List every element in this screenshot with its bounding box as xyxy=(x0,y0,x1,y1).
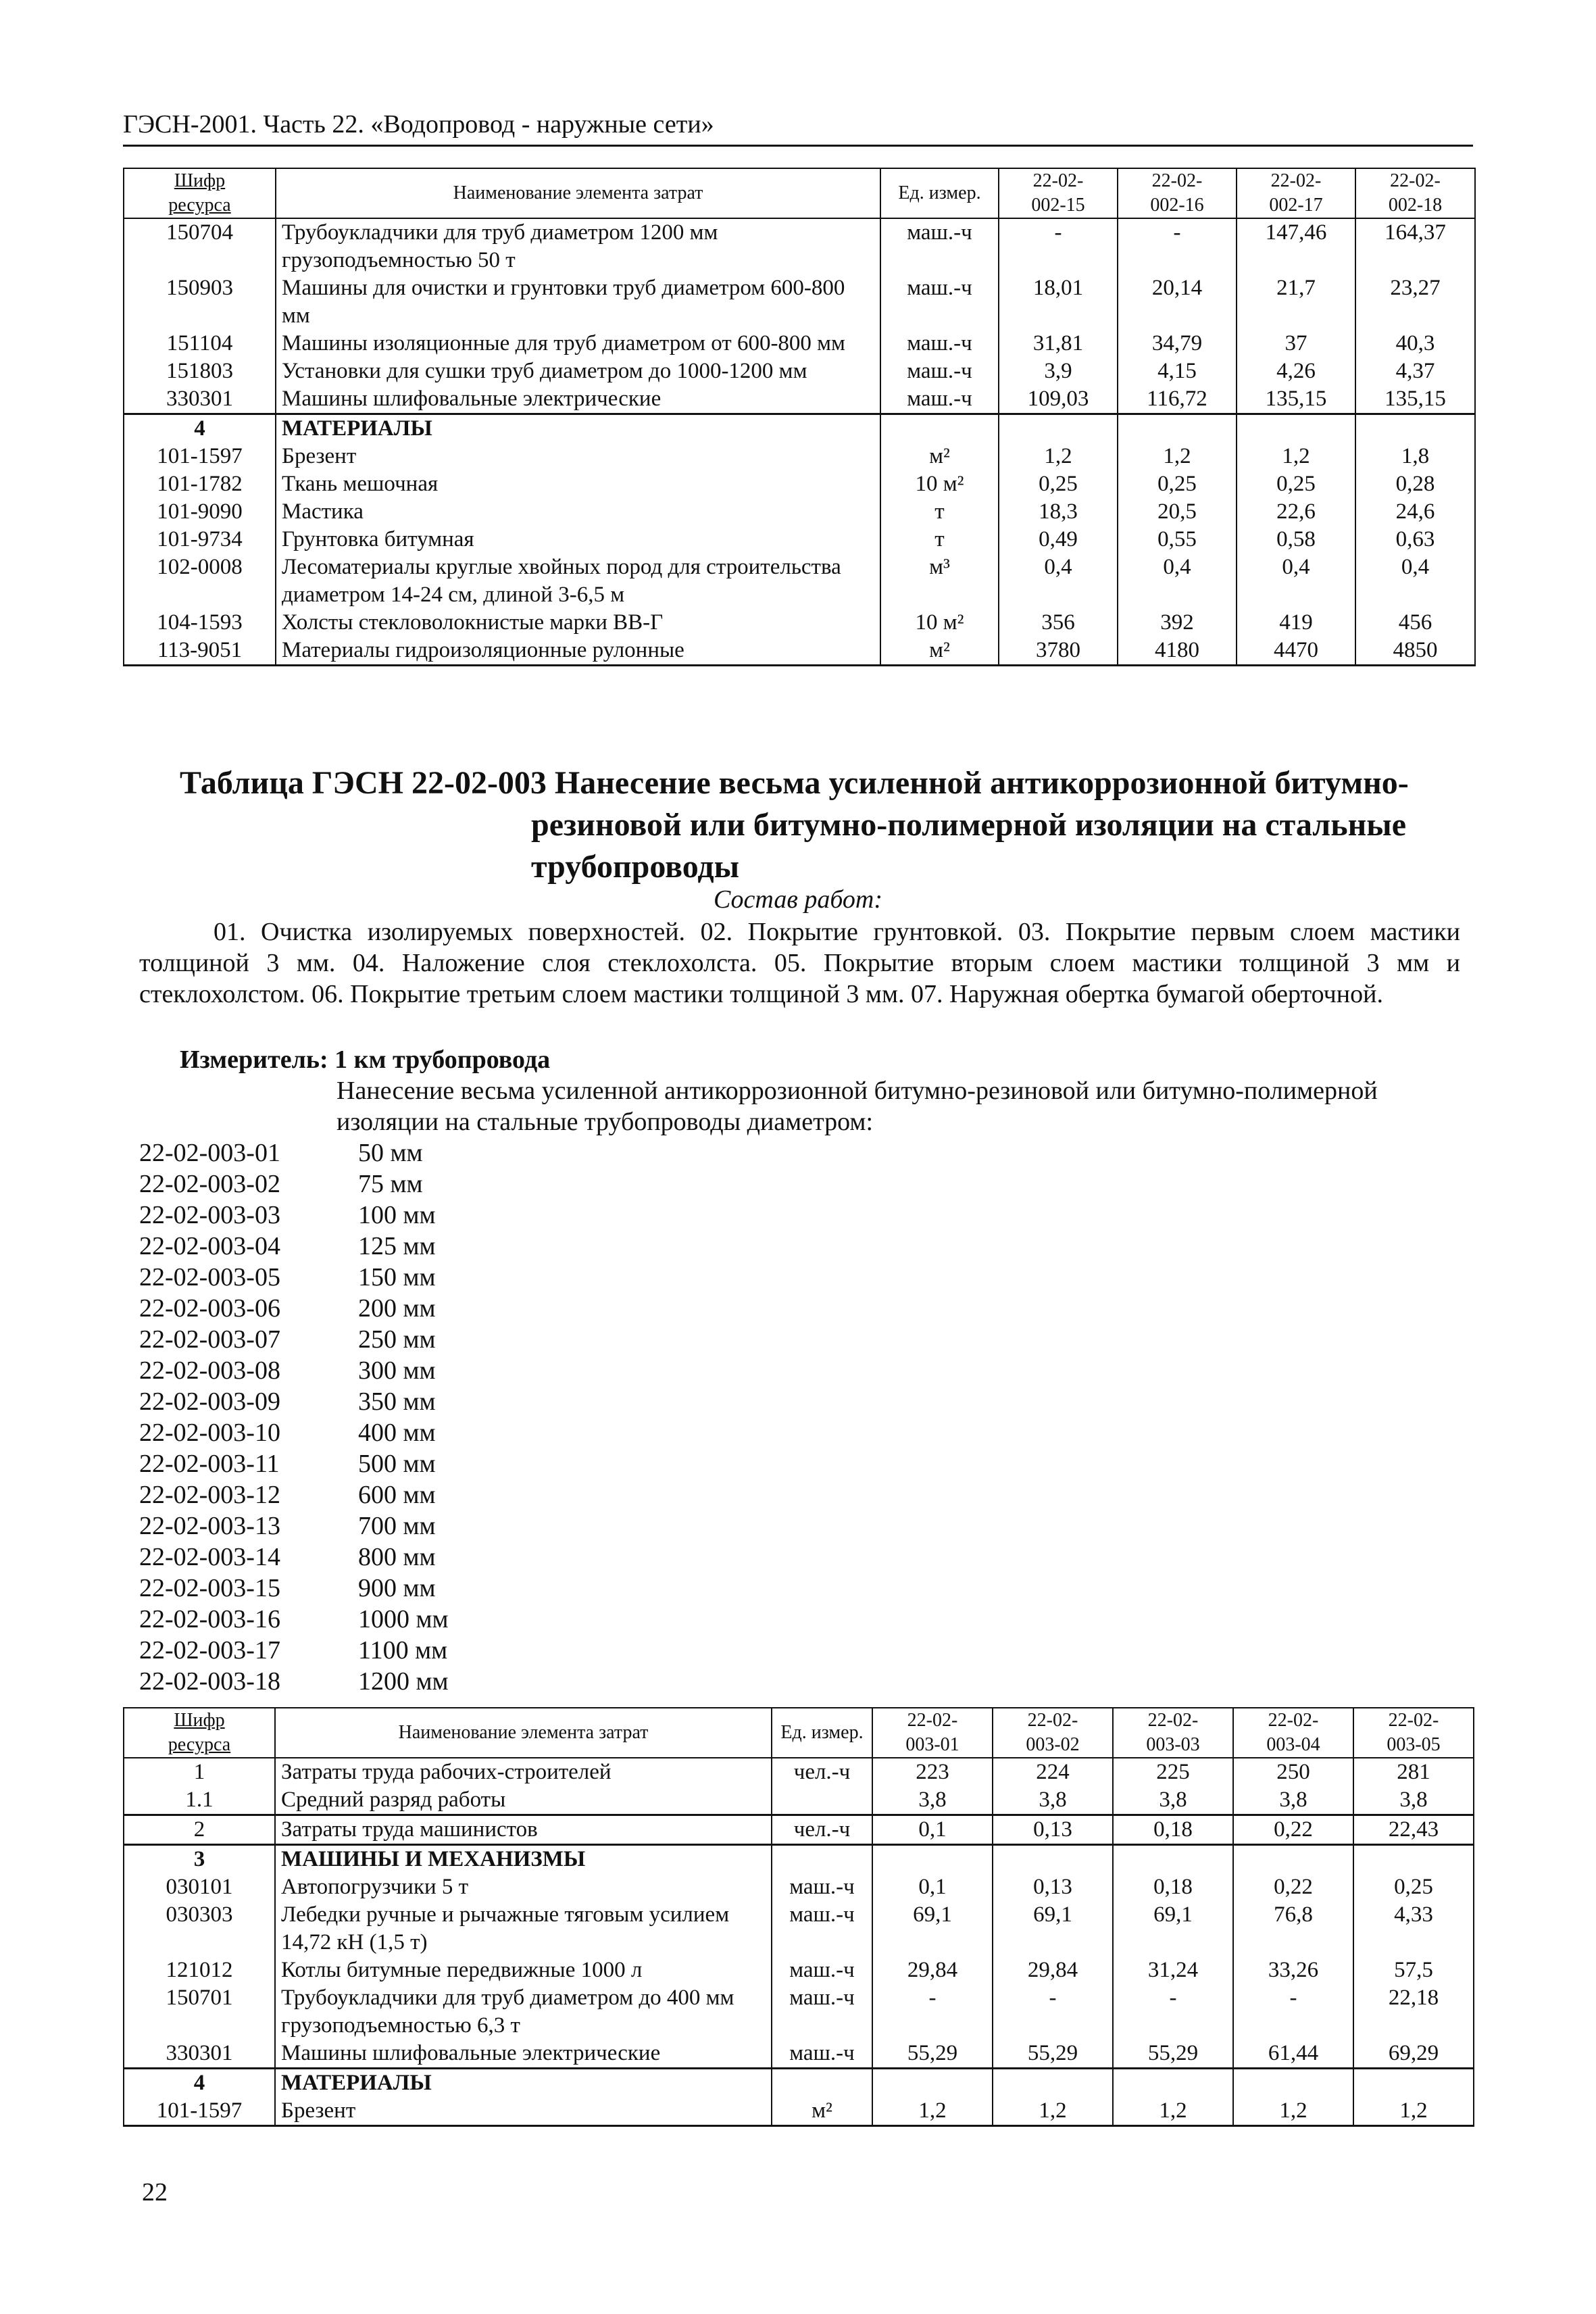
table-row xyxy=(124,385,1475,414)
table-row xyxy=(124,2097,1474,2126)
cell-value: 1,2 xyxy=(1237,443,1355,470)
table-row xyxy=(124,637,1475,666)
cell-value: 109,03 xyxy=(999,385,1118,414)
table-row xyxy=(124,498,1475,526)
cell-name: Машины для очистки и грунтовки труб диаметром 600-800 мм xyxy=(276,274,880,330)
cell-value: 0,18 xyxy=(1113,1873,1233,1901)
variant-code: 22-02-003-18 xyxy=(139,1667,280,1696)
cell-value xyxy=(1353,2069,1474,2098)
list-item xyxy=(139,1417,449,1448)
cell-value: - xyxy=(872,1984,993,2040)
cell-value: 0,4 xyxy=(1355,553,1475,609)
variant-code: 22-02-003-17 xyxy=(139,1636,280,1665)
cell-value: 29,84 xyxy=(993,1956,1113,1984)
cell-value: 164,37 xyxy=(1355,218,1475,274)
cell-unit: чел.-ч xyxy=(772,1758,872,1786)
cell-value xyxy=(999,414,1118,443)
column-header-unit: Ед. измер. xyxy=(772,1708,872,1758)
cell-value: - xyxy=(993,1984,1113,2040)
variant-code: 22-02-003-12 xyxy=(139,1481,280,1509)
cell-value xyxy=(993,1845,1113,1874)
cell-name: МАТЕРИАЛЫ xyxy=(275,2069,772,2098)
cell-unit: маш.-ч xyxy=(880,385,999,414)
cell-value: 250 xyxy=(1233,1758,1353,1786)
variant-code: 22-02-003-07 xyxy=(139,1325,280,1354)
cell-code: 3 xyxy=(124,1845,275,1874)
cell-value: 3,8 xyxy=(1353,1786,1474,1815)
cell-value: - xyxy=(999,218,1118,274)
table-row xyxy=(124,2040,1474,2069)
cell-value: 281 xyxy=(1353,1758,1474,1786)
table-row xyxy=(124,330,1475,358)
cell-name: Лебедки ручные и рычажные тяговым усилием 14,72 кН (1,5 т) xyxy=(275,1901,772,1956)
cell-code: 4 xyxy=(124,414,276,443)
column-header-name: Наименование элемента затрат xyxy=(276,168,880,218)
table-header-row xyxy=(124,1708,1474,1758)
list-item xyxy=(139,1231,449,1262)
cell-value: 24,6 xyxy=(1355,498,1475,526)
cell-value: 1,2 xyxy=(872,2097,993,2126)
cell-value: 3,8 xyxy=(1113,1786,1233,1815)
cell-value: 0,13 xyxy=(993,1815,1113,1845)
cell-value: 4,33 xyxy=(1353,1901,1474,1956)
variant-diameter: 1100 мм xyxy=(358,1636,448,1665)
cell-value: 33,26 xyxy=(1233,1956,1353,1984)
list-item xyxy=(139,1386,449,1417)
cell-value: 4180 xyxy=(1118,637,1237,666)
cell-code: 150903 xyxy=(124,274,276,330)
cell-value xyxy=(1355,414,1475,443)
variant-diameter: 350 мм xyxy=(358,1387,436,1416)
list-item xyxy=(139,1479,449,1510)
table-row xyxy=(124,553,1475,609)
cell-unit: 10 м² xyxy=(880,609,999,637)
cell-value: 1,2 xyxy=(999,443,1118,470)
column-header-unit: Ед. измер. xyxy=(880,168,999,218)
cell-unit: маш.-ч xyxy=(880,358,999,385)
cell-name: Автопогрузчики 5 т xyxy=(275,1873,772,1901)
cell-code: 151104 xyxy=(124,330,276,358)
cell-value: 0,28 xyxy=(1355,470,1475,498)
table-row xyxy=(124,470,1475,498)
cell-value: - xyxy=(1233,1984,1353,2040)
meter-label: Измеритель: 1 км трубопровода xyxy=(180,1045,551,1074)
variant-code: 22-02-003-08 xyxy=(139,1356,280,1385)
cell-value: 37 xyxy=(1237,330,1355,358)
cell-value: 55,29 xyxy=(993,2040,1113,2069)
cell-name: Машины шлифовальные электрические xyxy=(275,2040,772,2069)
cell-value xyxy=(1113,2069,1233,2098)
variant-diameter: 800 мм xyxy=(358,1543,436,1571)
cell-name: Котлы битумные передвижные 1000 л xyxy=(275,1956,772,1984)
column-header-norm: 22-02- 002-15 xyxy=(999,168,1118,218)
cell-value: 29,84 xyxy=(872,1956,993,1984)
table-row xyxy=(124,1984,1474,2040)
cell-value: 392 xyxy=(1118,609,1237,637)
table-row xyxy=(124,2069,1474,2098)
variant-code: 22-02-003-16 xyxy=(139,1605,280,1633)
variant-diameter: 1000 мм xyxy=(358,1605,449,1633)
cell-code: 030303 xyxy=(124,1901,275,1956)
cell-value: 4,15 xyxy=(1118,358,1237,385)
cell-unit: м² xyxy=(880,443,999,470)
cell-value: 1,2 xyxy=(993,2097,1113,2126)
cell-value: 18,3 xyxy=(999,498,1118,526)
cell-value: 4470 xyxy=(1237,637,1355,666)
cell-unit: маш.-ч xyxy=(772,1984,872,2040)
cell-name: Машины изоляционные для труб диаметром от 600-800 мм xyxy=(276,330,880,358)
list-item xyxy=(139,1573,449,1604)
cell-code: 330301 xyxy=(124,385,276,414)
list-item xyxy=(139,1168,449,1200)
list-item xyxy=(139,1542,449,1573)
cell-value: 31,24 xyxy=(1113,1956,1233,1984)
cell-value xyxy=(993,2069,1113,2098)
cell-code: 150701 xyxy=(124,1984,275,2040)
cell-value: 0,4 xyxy=(1237,553,1355,609)
cell-value: 76,8 xyxy=(1233,1901,1353,1956)
cell-name: Брезент xyxy=(276,443,880,470)
variant-code: 22-02-003-15 xyxy=(139,1574,280,1602)
cell-value: 69,1 xyxy=(993,1901,1113,1956)
cell-name: Грунтовка битумная xyxy=(276,526,880,553)
cell-unit: т xyxy=(880,498,999,526)
cell-value: 0,49 xyxy=(999,526,1118,553)
cell-value: 1,2 xyxy=(1118,443,1237,470)
column-header-norm: 22-02- 003-03 xyxy=(1113,1708,1233,1758)
cell-value: 135,15 xyxy=(1237,385,1355,414)
cell-name: Затраты труда машинистов xyxy=(275,1815,772,1845)
cell-value: 0,25 xyxy=(1118,470,1237,498)
cell-value: 224 xyxy=(993,1758,1113,1786)
variant-diameter: 125 мм xyxy=(358,1232,436,1260)
cell-value: 20,14 xyxy=(1118,274,1237,330)
cell-code: 1.1 xyxy=(124,1786,275,1815)
cell-value: 3,8 xyxy=(872,1786,993,1815)
cell-value xyxy=(1353,1845,1474,1874)
variant-diameter: 150 мм xyxy=(358,1263,436,1291)
variant-code: 22-02-003-03 xyxy=(139,1201,280,1229)
cell-value: 225 xyxy=(1113,1758,1233,1786)
cell-value: 0,1 xyxy=(872,1873,993,1901)
list-item xyxy=(139,1324,449,1355)
cell-value xyxy=(1118,414,1237,443)
table-row xyxy=(124,1873,1474,1901)
cell-name: Ткань мешочная xyxy=(276,470,880,498)
table-row xyxy=(124,414,1475,443)
cell-value: 4,26 xyxy=(1237,358,1355,385)
table-row xyxy=(124,274,1475,330)
cell-value: 0,18 xyxy=(1113,1815,1233,1845)
variant-code: 22-02-003-06 xyxy=(139,1294,280,1323)
cell-name: Лесоматериалы круглые хвойных пород для строительства диаметром 14-24 см, длиной 3-6,5 м xyxy=(276,553,880,609)
section-title-line: Таблица ГЭСН 22-02-003 Нанесение весьма усиленной антикоррозионной битумно- xyxy=(180,765,1409,801)
cell-unit: м³ xyxy=(880,553,999,609)
table-row xyxy=(124,1901,1474,1956)
work-description: 01. Очистка изолируемых поверхностей. 02. Покрытие грунтовкой. 03. Покрытие первым слоем мастики толщиной 3 мм. 04. Наложение слоя стеклохолста. 05. Покрытие вторым слоем мастики толщиной 3 мм и стеклохолстом. 06. Покрытие третьим слоем мастики толщиной 3 мм. 07. Наружная обертка бумагой оберточной. xyxy=(139,918,1460,1008)
cell-value: 1,8 xyxy=(1355,443,1475,470)
table-row xyxy=(124,526,1475,553)
cell-unit: маш.-ч xyxy=(880,330,999,358)
cell-value: 18,01 xyxy=(999,274,1118,330)
cell-value: 0,58 xyxy=(1237,526,1355,553)
section-title xyxy=(180,762,1464,888)
cell-code: 030101 xyxy=(124,1873,275,1901)
list-item xyxy=(139,1137,449,1168)
column-header-norm: 22-02- 002-18 xyxy=(1355,168,1475,218)
cell-value: 69,29 xyxy=(1353,2040,1474,2069)
cell-code: 4 xyxy=(124,2069,275,2098)
section-title-line: трубопроводы xyxy=(531,849,740,885)
variant-code: 22-02-003-01 xyxy=(139,1139,280,1167)
cell-value: 0,25 xyxy=(999,470,1118,498)
cell-code: 101-1782 xyxy=(124,470,276,498)
variant-diameter: 250 мм xyxy=(358,1325,436,1354)
cell-code: 113-9051 xyxy=(124,637,276,666)
cell-code: 151803 xyxy=(124,358,276,385)
cell-value: - xyxy=(1118,218,1237,274)
cell-value: 0,55 xyxy=(1118,526,1237,553)
variant-code: 22-02-003-09 xyxy=(139,1387,280,1416)
cell-name: Трубоукладчики для труб диаметром 1200 мм грузоподъемностью 50 т xyxy=(276,218,880,274)
list-item xyxy=(139,1355,449,1386)
cell-value: 419 xyxy=(1237,609,1355,637)
cell-code: 330301 xyxy=(124,2040,275,2069)
cell-value: 55,29 xyxy=(1113,2040,1233,2069)
cell-value: 116,72 xyxy=(1118,385,1237,414)
cell-value: 31,81 xyxy=(999,330,1118,358)
table-body xyxy=(124,218,1475,666)
list-item xyxy=(139,1666,449,1697)
variant-code: 22-02-003-04 xyxy=(139,1232,280,1260)
cell-name: Материалы гидроизоляционные рулонные xyxy=(276,637,880,666)
cell-value: 456 xyxy=(1355,609,1475,637)
cell-name: Установки для сушки труб диаметром до 1000-1200 мм xyxy=(276,358,880,385)
cell-value: 0,22 xyxy=(1233,1873,1353,1901)
list-item xyxy=(139,1635,449,1666)
composition-heading: Состав работ: xyxy=(713,885,883,914)
cell-value: 0,1 xyxy=(872,1815,993,1845)
table-row xyxy=(124,1956,1474,1984)
cell-code: 104-1593 xyxy=(124,609,276,637)
cell-value: 1,2 xyxy=(1353,2097,1474,2126)
list-item xyxy=(139,1448,449,1479)
cell-name: Средний разряд работы xyxy=(275,1786,772,1815)
cell-value: 0,13 xyxy=(993,1873,1113,1901)
cell-value: - xyxy=(1113,1984,1233,2040)
table-row xyxy=(124,1758,1474,1786)
cell-name: Трубоукладчики для труб диаметром до 400 мм грузоподъемностью 6,3 т xyxy=(275,1984,772,2040)
cell-code: 101-9734 xyxy=(124,526,276,553)
variant-code: 22-02-003-02 xyxy=(139,1170,280,1198)
list-item xyxy=(139,1604,449,1635)
cell-code: 150704 xyxy=(124,218,276,274)
list-item xyxy=(139,1510,449,1542)
cell-unit: маш.-ч xyxy=(880,218,999,274)
cell-name: Брезент xyxy=(275,2097,772,2126)
cell-value: 1,2 xyxy=(1233,2097,1353,2126)
cell-code: 101-1597 xyxy=(124,2097,275,2126)
cell-unit: маш.-ч xyxy=(772,2040,872,2069)
cell-value: 223 xyxy=(872,1758,993,1786)
table-body xyxy=(124,1758,1474,2126)
variant-code: 22-02-003-13 xyxy=(139,1512,280,1540)
cell-unit xyxy=(772,2069,872,2098)
cell-unit: маш.-ч xyxy=(772,1956,872,1984)
table-row xyxy=(124,218,1475,274)
cell-value: 4,37 xyxy=(1355,358,1475,385)
cell-unit xyxy=(772,1786,872,1815)
variant-code: 22-02-003-10 xyxy=(139,1419,280,1447)
cell-value xyxy=(1113,1845,1233,1874)
resource-table-22-02-002 xyxy=(123,168,1476,666)
cell-code: 101-1597 xyxy=(124,443,276,470)
list-item xyxy=(139,1293,449,1324)
cell-value xyxy=(872,1845,993,1874)
cell-value: 55,29 xyxy=(872,2040,993,2069)
page-header: ГЭСН-2001. Часть 22. «Водопровод - наружные сети» xyxy=(123,108,1473,147)
cell-value xyxy=(1237,414,1355,443)
variant-code: 22-02-003-11 xyxy=(139,1450,280,1478)
cell-value: 3,8 xyxy=(1233,1786,1353,1815)
cell-code: 2 xyxy=(124,1815,275,1845)
variant-list xyxy=(139,1137,449,1697)
cell-name: МАТЕРИАЛЫ xyxy=(276,414,880,443)
cell-name: Машины шлифовальные электрические xyxy=(276,385,880,414)
cell-value: 57,5 xyxy=(1353,1956,1474,1984)
cell-value: 135,15 xyxy=(1355,385,1475,414)
section-title-line: резиновой или битумно-полимерной изоляции на стальные xyxy=(531,807,1407,843)
column-header-code: Шифр ресурса xyxy=(124,1708,275,1758)
cell-code: 121012 xyxy=(124,1956,275,1984)
cell-unit: чел.-ч xyxy=(772,1815,872,1845)
cell-value: 4850 xyxy=(1355,637,1475,666)
table-row xyxy=(124,1815,1474,1845)
variant-diameter: 600 мм xyxy=(358,1481,436,1509)
table-row xyxy=(124,1845,1474,1874)
column-header-norm: 22-02- 003-04 xyxy=(1233,1708,1353,1758)
cell-value: 61,44 xyxy=(1233,2040,1353,2069)
variant-code: 22-02-003-14 xyxy=(139,1543,280,1571)
variant-code: 22-02-003-05 xyxy=(139,1263,280,1291)
cell-value xyxy=(872,2069,993,2098)
cell-value: 0,4 xyxy=(1118,553,1237,609)
cell-unit: м² xyxy=(772,2097,872,2126)
resource-table-22-02-003 xyxy=(123,1707,1474,2127)
cell-value: 0,4 xyxy=(999,553,1118,609)
cell-value: 69,1 xyxy=(1113,1901,1233,1956)
cell-code: 1 xyxy=(124,1758,275,1786)
list-item xyxy=(139,1262,449,1293)
cell-name: Мастика xyxy=(276,498,880,526)
cell-value: 22,18 xyxy=(1353,1984,1474,2040)
variant-diameter: 300 мм xyxy=(358,1356,436,1385)
column-header-norm: 22-02- 002-16 xyxy=(1118,168,1237,218)
cell-unit xyxy=(772,1845,872,1874)
variant-diameter: 900 мм xyxy=(358,1574,436,1602)
cell-unit: маш.-ч xyxy=(772,1873,872,1901)
variant-diameter: 500 мм xyxy=(358,1450,436,1478)
cell-code: 101-9090 xyxy=(124,498,276,526)
cell-value: 0,25 xyxy=(1237,470,1355,498)
cell-code: 102-0008 xyxy=(124,553,276,609)
cell-value: 69,1 xyxy=(872,1901,993,1956)
variant-diameter: 700 мм xyxy=(358,1512,436,1540)
cell-value xyxy=(1233,2069,1353,2098)
variant-diameter: 400 мм xyxy=(358,1419,436,1447)
page-number: 22 xyxy=(142,2178,168,2207)
cell-value: 20,5 xyxy=(1118,498,1237,526)
table-row xyxy=(124,358,1475,385)
cell-unit: т xyxy=(880,526,999,553)
column-header-name: Наименование элемента затрат xyxy=(275,1708,772,1758)
cell-value: 22,6 xyxy=(1237,498,1355,526)
column-header-norm: 22-02- 002-17 xyxy=(1237,168,1355,218)
column-header-code: Шифр ресурса xyxy=(124,168,276,218)
variant-diameter: 75 мм xyxy=(358,1170,423,1198)
cell-value: 3,9 xyxy=(999,358,1118,385)
cell-value: 0,22 xyxy=(1233,1815,1353,1845)
cell-unit: м² xyxy=(880,637,999,666)
column-header-norm: 22-02- 003-01 xyxy=(872,1708,993,1758)
table-row xyxy=(124,1786,1474,1815)
cell-value: 0,63 xyxy=(1355,526,1475,553)
cell-value: 23,27 xyxy=(1355,274,1475,330)
cell-unit: 10 м² xyxy=(880,470,999,498)
column-header-norm: 22-02- 003-05 xyxy=(1353,1708,1474,1758)
cell-value xyxy=(1233,1845,1353,1874)
variant-diameter: 200 мм xyxy=(358,1294,436,1323)
variant-diameter: 1200 мм xyxy=(358,1667,449,1696)
cell-value: 3,8 xyxy=(993,1786,1113,1815)
cell-value: 40,3 xyxy=(1355,330,1475,358)
cell-name: МАШИНЫ И МЕХАНИЗМЫ xyxy=(275,1845,772,1874)
cell-unit: маш.-ч xyxy=(880,274,999,330)
variants-description: Нанесение весьма усиленной антикоррозионной битумно-резиновой или битумно-полимерной изоляции на стальные трубопроводы диаметром: xyxy=(336,1077,1378,1136)
cell-value: 34,79 xyxy=(1118,330,1237,358)
list-item xyxy=(139,1200,449,1231)
cell-value: 22,43 xyxy=(1353,1815,1474,1845)
variant-diameter: 50 мм xyxy=(358,1139,423,1167)
cell-unit: маш.-ч xyxy=(772,1901,872,1956)
cell-value: 147,46 xyxy=(1237,218,1355,274)
variant-diameter: 100 мм xyxy=(358,1201,436,1229)
cell-value: 356 xyxy=(999,609,1118,637)
table-header-row xyxy=(124,168,1475,218)
cell-value: 21,7 xyxy=(1237,274,1355,330)
cell-name: Холсты стекловолокнистые марки ВВ-Г xyxy=(276,609,880,637)
cell-value: 1,2 xyxy=(1113,2097,1233,2126)
cell-value: 3780 xyxy=(999,637,1118,666)
cell-unit xyxy=(880,414,999,443)
cell-value: 0,25 xyxy=(1353,1873,1474,1901)
table-row xyxy=(124,443,1475,470)
table-row xyxy=(124,609,1475,637)
cell-name: Затраты труда рабочих-строителей xyxy=(275,1758,772,1786)
column-header-norm: 22-02- 003-02 xyxy=(993,1708,1113,1758)
